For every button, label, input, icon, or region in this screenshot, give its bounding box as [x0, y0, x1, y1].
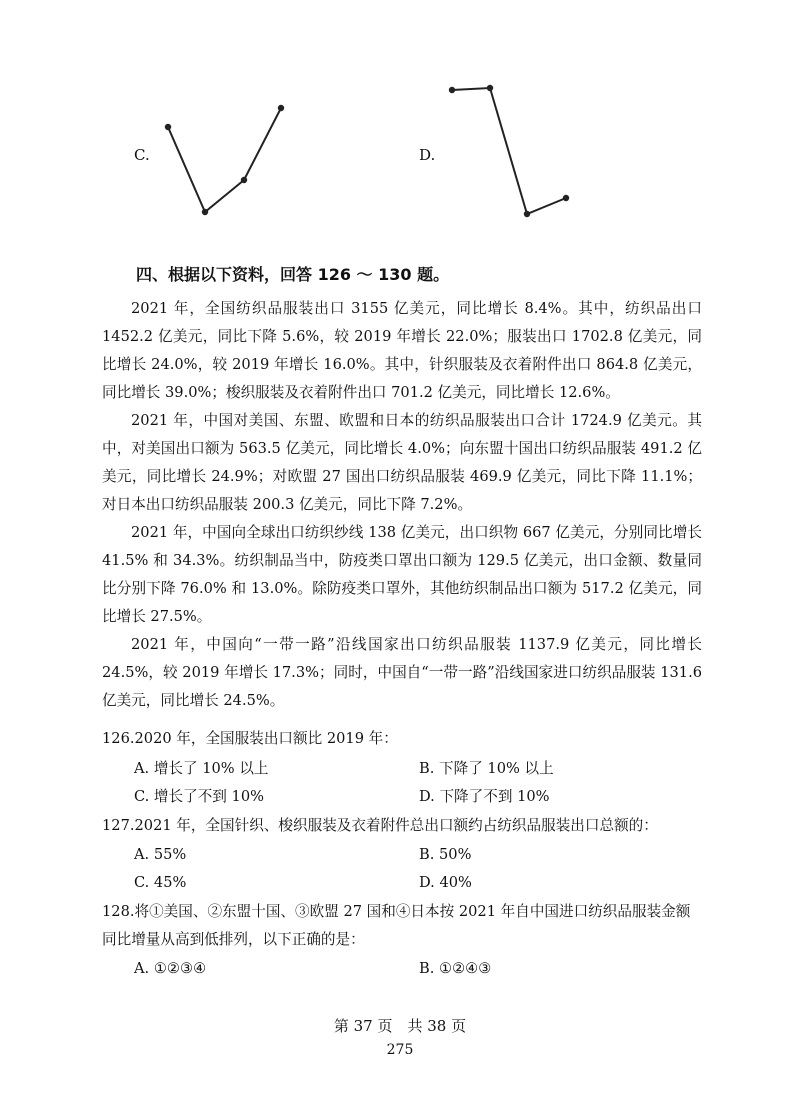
- question-128-option-b[interactable]: B. ①②④③: [419, 960, 492, 977]
- material-paragraph-3: 2021 年，中国向全球出口纺织纱线 138 亿美元，出口织物 667 亿美元，分别同比增长 41.5% 和 34.3%。纺织制品当中，防疫类口罩出口额为 129.5 亿美元，出口金额、数量同比分别下降 76.0% 和 13.0%。除防疫类口罩外，其他纺织制品出口额为 517.2 亿美元，同比增长 27.5%。: [102, 524, 702, 625]
- question-127-option-b[interactable]: B. 50%: [419, 846, 472, 863]
- page-number: 275: [386, 1042, 414, 1058]
- question-126-stem: 126.2020 年，全国服装出口额比 2019 年：: [102, 730, 398, 747]
- question-126-option-a[interactable]: A. 增长了 10% 以上: [134, 760, 269, 777]
- page-counter: 第 37 页 共 38 页: [333, 1017, 467, 1035]
- section-title: 四、根据以下资料，回答 126 ～ 130 题。: [136, 265, 450, 284]
- material-paragraph-1: 2021 年，全国纺织品服装出口 3155 亿美元，同比增长 8.4%。其中，纺织品出口 1452.2 亿美元，同比下降 5.6%，较 2019 年增长 22.0%；服装出口 1702.8 亿美元，同比增长 24.0%，较 2019 年增长 16.0%。其中，针织服装及衣着附件出口 864.8 亿美元，同比增长 39.0%；梭织服装及衣着附件出口 701.2 亿美元，同比增长 12.6%。: [102, 300, 702, 401]
- question-128-option-a[interactable]: A. ①②③④: [134, 960, 207, 977]
- question-126-option-c[interactable]: C. 增长了不到 10%: [134, 788, 264, 805]
- material-paragraph-4: 2021 年，中国向“一带一路”沿线国家出口纺织品服装 1137.9 亿美元，同比增长 24.5%，较 2019 年增长 17.3%；同时，中国自“一带一路”沿线国家进口纺织品服装 131.6 亿美元，同比增长 24.5%。: [102, 636, 702, 709]
- figure-line: [452, 88, 566, 214]
- question-128-stem: 128.将①美国、②东盟十国、③欧盟 27 国和④日本按 2021 年自中国进口纺织品服装金额同比增量从高到低排列，以下正确的是：: [102, 903, 691, 948]
- figure-point: [563, 195, 569, 201]
- question-126-option-b[interactable]: B. 下降了 10% 以上: [419, 760, 554, 777]
- figure-point: [524, 211, 530, 217]
- option-d-letter: D.: [419, 146, 436, 164]
- question-126-option-d[interactable]: D. 下降了不到 10%: [419, 788, 550, 805]
- question-127-option-a[interactable]: A. 55%: [134, 846, 187, 863]
- figure-point: [449, 87, 455, 93]
- question-127-option-d[interactable]: D. 40%: [419, 874, 472, 891]
- material-paragraph-2: 2021 年，中国对美国、东盟、欧盟和日本的纺织品服装出口合计 1724.9 亿美元。其中，对美国出口额为 563.5 亿美元，同比增长 4.0%；向东盟十国出口纺织品服装 491.2 亿美元，同比增长 24.9%；对欧盟 27 国出口纺织品服装 469.9 亿美元，同比下降 11.1%；对日本出口纺织品服装 200.3 亿美元，同比下降 7.2%。: [102, 412, 702, 513]
- figure-point: [487, 85, 493, 91]
- question-127-option-c[interactable]: C. 45%: [134, 874, 187, 891]
- option-c-letter: C.: [134, 146, 150, 164]
- option-d-line-graphic: [0, 0, 800, 260]
- question-127-stem: 127.2021 年，全国针织、梭织服装及衣着附件总出口额约占纺织品服装出口总额的：: [102, 817, 658, 834]
